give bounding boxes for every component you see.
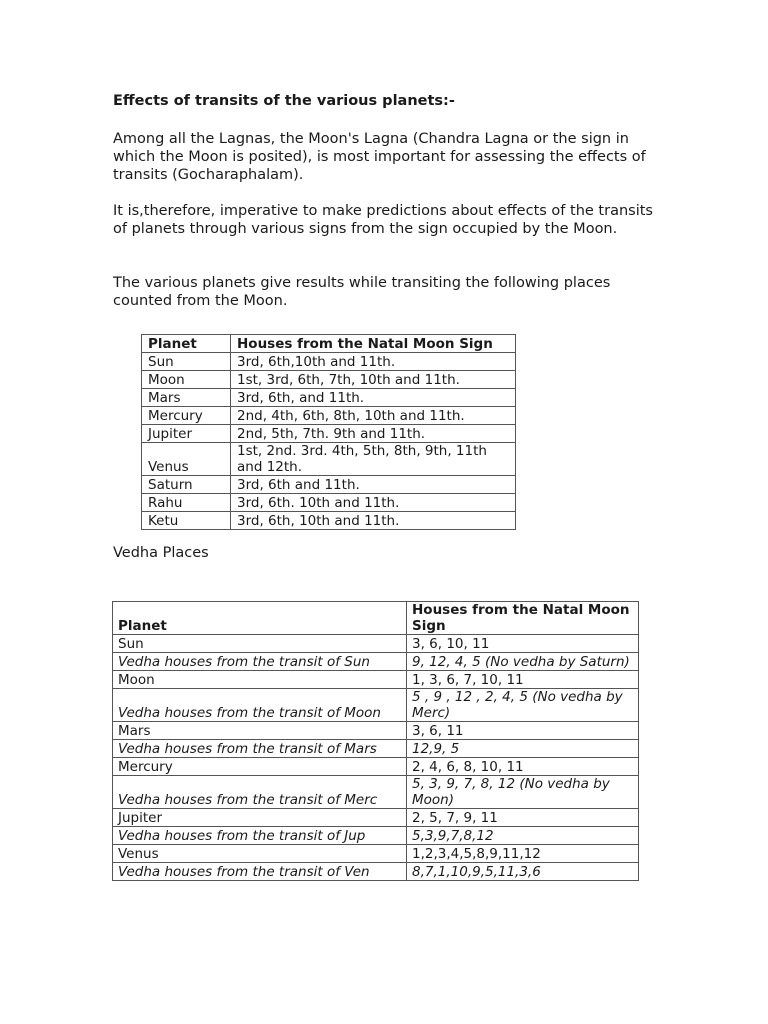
vedha-houses-cell: 5, 3, 9, 7, 8, 12 (No vedha by Moon) <box>407 776 639 809</box>
houses-cell: 2, 4, 6, 8, 10, 11 <box>407 758 639 776</box>
table-row <box>142 443 516 476</box>
vedha-planet-cell: Vedha houses from the transit of Mars <box>113 740 407 758</box>
houses-cell: 3rd, 6th, 10th and 11th. <box>231 512 516 530</box>
houses-cell: 1, 3, 6, 7, 10, 11 <box>407 671 639 689</box>
column-header-planet: Planet <box>142 335 231 353</box>
planet-cell: Ketu <box>142 512 231 530</box>
table-row <box>113 653 639 671</box>
houses-cell: 2nd, 4th, 6th, 8th, 10th and 11th. <box>231 407 516 425</box>
planet-cell: Sun <box>142 353 231 371</box>
planet-cell: Mercury <box>113 758 407 776</box>
table-row <box>113 776 639 809</box>
vedha-houses-cell: 9, 12, 4, 5 (No vedha by Saturn) <box>407 653 639 671</box>
table-row <box>113 758 639 776</box>
houses-cell: 3, 6, 11 <box>407 722 639 740</box>
column-header-planet: Planet <box>113 602 407 635</box>
table-row <box>113 689 639 722</box>
planet-cell: Rahu <box>142 494 231 512</box>
houses-cell: 3, 6, 10, 11 <box>407 635 639 653</box>
table-row <box>142 494 516 512</box>
planet-cell: Moon <box>113 671 407 689</box>
vedha-planet-cell: Vedha houses from the transit of Moon <box>113 689 407 722</box>
houses-cell: 1st, 3rd, 6th, 7th, 10th and 11th. <box>231 371 516 389</box>
table-row <box>142 407 516 425</box>
planet-cell: Mercury <box>142 407 231 425</box>
planet-cell: Venus <box>142 443 231 476</box>
prediction-paragraph: It is,therefore, imperative to make predictions about effects of the transits of planets through various signs from the sign occupied by the Moon. <box>113 203 653 237</box>
planet-cell: Moon <box>142 371 231 389</box>
vedha-houses-cell: 5,3,9,7,8,12 <box>407 827 639 845</box>
planet-cell: Mars <box>113 722 407 740</box>
vedha-houses-cell: 12,9, 5 <box>407 740 639 758</box>
table-row <box>113 722 639 740</box>
vedha-places-table <box>112 601 639 881</box>
houses-cell: 3rd, 6th, and 11th. <box>231 389 516 407</box>
table-row <box>142 389 516 407</box>
results-paragraph: The various planets give results while transiting the following places counted from the Moon. <box>113 275 611 309</box>
page-title: Effects of transits of the various planets:- <box>113 93 455 109</box>
houses-cell: 3rd, 6th,10th and 11th. <box>231 353 516 371</box>
planet-cell: Saturn <box>142 476 231 494</box>
table-header-row <box>142 335 516 353</box>
table-row <box>113 671 639 689</box>
intro-paragraph: Among all the Lagnas, the Moon's Lagna (Chandra Lagna or the sign in which the Moon is posited), is most important for assessing the effects of transits (Gocharaphalam). <box>113 131 646 183</box>
vedha-planet-cell: Vedha houses from the transit of Jup <box>113 827 407 845</box>
vedha-planet-cell: Vedha houses from the transit of Ven <box>113 863 407 881</box>
table-row <box>113 809 639 827</box>
houses-cell: 2, 5, 7, 9, 11 <box>407 809 639 827</box>
table-row <box>113 740 639 758</box>
column-header-houses: Houses from the Natal Moon Sign <box>231 335 516 353</box>
table-row <box>142 512 516 530</box>
table-row <box>142 476 516 494</box>
houses-cell: 3rd, 6th. 10th and 11th. <box>231 494 516 512</box>
planet-cell: Mars <box>142 389 231 407</box>
houses-cell: 1st, 2nd. 3rd. 4th, 5th, 8th, 9th, 11th and 12th. <box>231 443 516 476</box>
houses-cell: 2nd, 5th, 7th. 9th and 11th. <box>231 425 516 443</box>
planet-cell: Venus <box>113 845 407 863</box>
table-row <box>142 371 516 389</box>
planet-cell: Jupiter <box>142 425 231 443</box>
table-row <box>113 635 639 653</box>
table-row <box>113 863 639 881</box>
transit-houses-table <box>141 334 516 530</box>
table-row <box>113 827 639 845</box>
table-row <box>113 845 639 863</box>
houses-cell: 3rd, 6th and 11th. <box>231 476 516 494</box>
table-row <box>142 425 516 443</box>
vedha-planet-cell: Vedha houses from the transit of Sun <box>113 653 407 671</box>
planet-cell: Jupiter <box>113 809 407 827</box>
houses-cell: 1,2,3,4,5,8,9,11,12 <box>407 845 639 863</box>
vedha-houses-cell: 5 , 9 , 12 , 2, 4, 5 (No vedha by Merc) <box>407 689 639 722</box>
planet-cell: Sun <box>113 635 407 653</box>
table-row <box>142 353 516 371</box>
column-header-houses: Houses from the Natal Moon Sign <box>407 602 639 635</box>
vedha-places-label: Vedha Places <box>113 545 209 561</box>
vedha-planet-cell: Vedha houses from the transit of Merc <box>113 776 407 809</box>
vedha-houses-cell: 8,7,1,10,9,5,11,3,6 <box>407 863 639 881</box>
table-header-row <box>113 602 639 635</box>
